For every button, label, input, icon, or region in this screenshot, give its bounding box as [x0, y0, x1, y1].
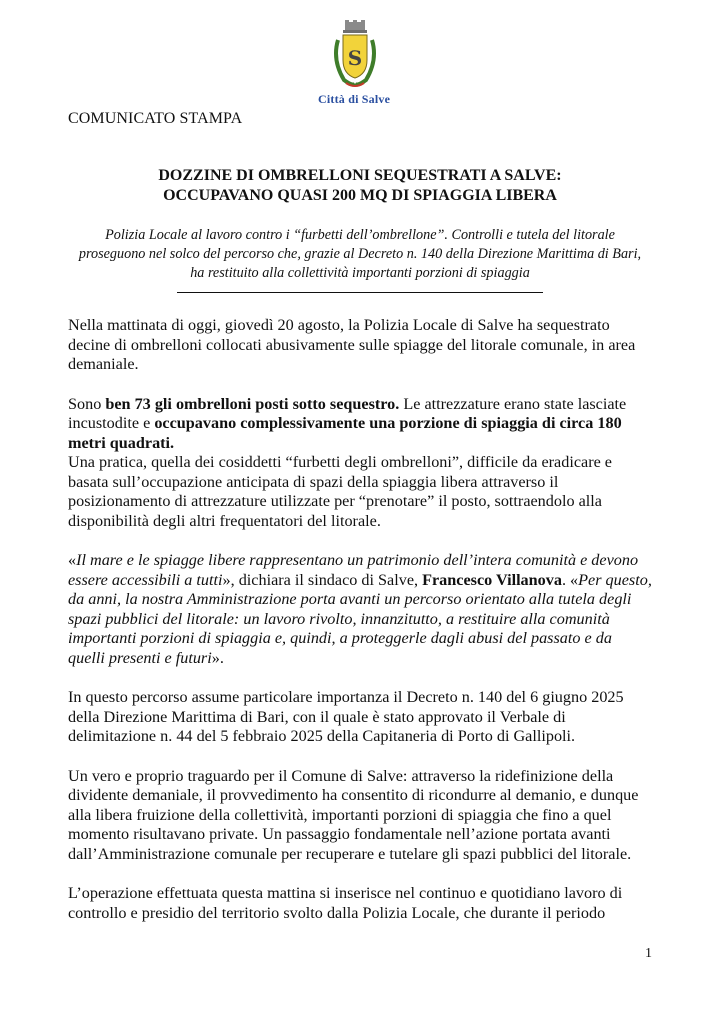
- headline-line-2: OCCUPAVANO QUASI 200 MQ DI SPIAGGIA LIBERA: [163, 187, 557, 204]
- paragraph-5: In questo percorso assume particolare importanza il Decreto n. 140 del 6 giugno 2025 della Direzione Marittima di Bari, con il quale è stato approvato il Verbale di delimitazione n. 44 del 5 febbraio 2025 della Capitaneria di Porto di Gallipoli.: [68, 688, 624, 745]
- text-run: Le attrezzature erano state lasciate incustodite e: [68, 394, 627, 432]
- paragraph-2: [68, 395, 652, 454]
- headline-line-1: DOZZINE DI OMBRELLONI SEQUESTRATI A SALVE:: [158, 167, 562, 184]
- text-run: ».: [211, 648, 224, 667]
- subhead-text: ”. Controlli e tutela del litorale: [436, 227, 615, 243]
- release-label: COMUNICATO STAMPA: [68, 110, 243, 127]
- page-number: 1: [645, 946, 652, 961]
- subhead-line-3: ha restituito alla collettività importanti porzioni di spiaggia: [190, 265, 530, 281]
- italic-run: Per questo, da anni, la nostra Amministrazione porta avanti un percorso orientato alla tutela degli spazi pubblici del litorale: un lavoro rivolto, innanzitutto, a restituire alla comunità importanti porzioni di spiaggia e, quindi, a proteggerle dagli abusi del passato e da quelli presenti e futuri: [68, 570, 652, 667]
- subheadline: [60, 226, 660, 283]
- city-logo: [318, 20, 418, 110]
- logo-text: Città di Salve: [318, 92, 391, 106]
- mayor-name: Francesco Villanova: [422, 570, 562, 589]
- text-run: », dichiara il sindaco di Salve,: [222, 570, 423, 589]
- subhead-quote: furbetti dell’ombrellone: [301, 227, 437, 243]
- body-text: [68, 316, 652, 923]
- bold-run: occupavano complessivamente una porzione di spiaggia di circa 180 metri quadrati.: [68, 414, 622, 452]
- svg-text:S: S: [347, 46, 363, 70]
- paragraph-7: L’operazione effettuata questa mattina si inserisce nel continuo e quotidiano lavoro di controllo e presidio del territorio svolto dalla Polizia Locale, che durante il periodo: [68, 884, 623, 922]
- divider-line: [177, 292, 543, 293]
- bold-run: ben 73 gli ombrelloni posti sotto sequestro.: [105, 394, 400, 413]
- subhead-line-1: [60, 226, 660, 245]
- text-run: . «: [561, 570, 579, 589]
- text-run: Sono: [68, 394, 106, 413]
- paragraph-4: [68, 551, 652, 668]
- paragraph-3: Una pratica, quella dei cosiddetti “furbetti degli ombrelloni”, difficile da eradicare e basata sull’occupazione anticipata di spazi della spiaggia libera attraverso il posizionamento di attrezzature utilizzate per “prenotare” il posto, sottraendolo alla disponibilità degli altri frequentatori del litorale.: [68, 453, 612, 530]
- subhead-line-2: proseguono nel solco del percorso che, grazie al Decreto n. 140 della Direzione Marittima di Bari,: [78, 246, 642, 262]
- coat-of-arms-icon: [332, 20, 378, 90]
- text-run: «: [68, 551, 77, 569]
- paragraph-1: Nella mattinata di oggi, giovedì 20 agosto, la Polizia Locale di Salve ha sequestrato decine di ombrelloni collocati abusivamente sulle spiagge del litorale comunale, in area demaniale.: [68, 316, 636, 373]
- subhead-text: Polizia Locale al lavoro contro i “: [105, 227, 302, 243]
- paragraph-6: Un vero e proprio traguardo per il Comune di Salve: attraverso la ridefinizione della dividente demaniale, il provvedimento ha consentito di ricondurre al demanio, e dunque alla libera fruizione della collettività, importanti porzioni di spiaggia che fino a quel momento risultavano private. Un passaggio fondamentale nell’azione portata avanti dall’Amministrazione comunale per recuperare e tutelare gli spazi pubblici del litorale.: [68, 766, 639, 863]
- italic-run: Il mare e le spiagge libere rappresentano un patrimonio dell’intera comunità e devono essere accessibili a tutti: [68, 551, 639, 589]
- headline: [68, 166, 652, 206]
